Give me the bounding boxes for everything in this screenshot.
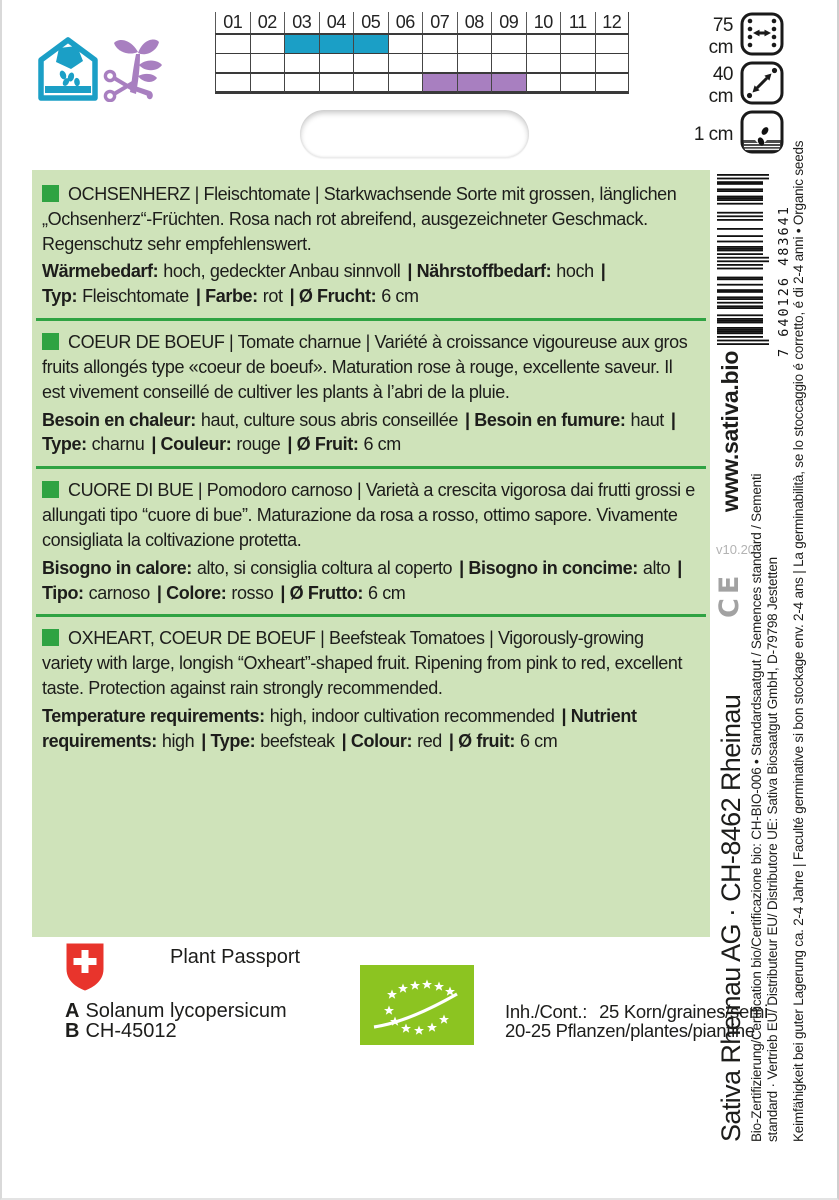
calendar-cell-harvest-08 xyxy=(457,72,492,94)
calendar-cell-sowing-outdoor-10 xyxy=(526,53,561,72)
calendar-cell-sowing-outdoor-06 xyxy=(388,53,423,72)
attr-value: beefsteak xyxy=(260,730,335,751)
variety-description-fr xyxy=(42,330,698,404)
calendar-cell-harvest-01 xyxy=(215,72,250,94)
plant-passport-lines xyxy=(65,1001,287,1041)
attr-value: carnoso xyxy=(88,582,150,603)
calendar-month-label: 07 xyxy=(422,12,457,33)
variety-description-de xyxy=(42,182,698,256)
content-seeds: 25 Korn/graines/semi xyxy=(599,1001,768,1022)
certification-line-1: Bio-Zertifizierung/Certification bio/Certificazione bio: CH-BIO-006 • Standardsaatgut / Semences standard / Sementi xyxy=(749,473,764,1142)
calendar-cell-harvest-03 xyxy=(284,72,319,94)
eu-organic-logo xyxy=(360,965,474,1050)
attr-label: | Tipo: xyxy=(42,557,682,603)
calendar-cell-sowing-protected-09 xyxy=(491,33,526,53)
calendar-cell-sowing-outdoor-03 xyxy=(284,53,319,72)
variety-attributes-de xyxy=(42,259,698,309)
attr-value: 6 cm xyxy=(381,286,419,307)
variety-block-fr xyxy=(42,330,698,457)
attr-value: rosso xyxy=(231,582,274,603)
harvest-scissors-icon xyxy=(102,34,166,107)
variety-attributes-fr xyxy=(42,408,698,458)
attr-label: | Type: xyxy=(42,409,676,455)
calendar-cell-sowing-outdoor-04 xyxy=(319,53,354,72)
row-distance-label: 75 cm xyxy=(708,14,733,58)
calendar-cell-harvest-06 xyxy=(388,72,423,94)
passport-b-letter: B xyxy=(65,1020,80,1042)
company-address: Sativa Rheinau AG · CH-8462 Rheinau xyxy=(716,694,746,1142)
calendar-cell-sowing-outdoor-12 xyxy=(595,53,630,72)
description-text-it: CUORE DI BUE | Pomodoro carnoso | Varietà a crescita vigorosa dai frutti grossi e allungati tipo “cuore di bue”. Maturazione da rosa a rosso, ottimo sapore. Vivamente consigliata la coltivazione protetta. xyxy=(42,480,695,550)
variety-description-it xyxy=(42,478,698,552)
calendar-cell-harvest-07 xyxy=(422,72,457,94)
green-square-bullet xyxy=(42,185,59,202)
calendar-cell-sowing-protected-12 xyxy=(595,33,630,53)
variety-attributes-it xyxy=(42,556,698,606)
calendar-cell-harvest-02 xyxy=(250,72,285,94)
calendar-month-label: 09 xyxy=(491,12,526,33)
calendar-month-label: 12 xyxy=(595,12,630,33)
passport-line-b xyxy=(65,1021,287,1041)
plant-passport-title: Plant Passport xyxy=(170,946,301,968)
content-label: Inh./Cont.: xyxy=(505,1001,588,1022)
attr-value: hoch, gedeckter Anbau sinnvoll xyxy=(163,261,401,282)
variety-attributes-en xyxy=(42,704,698,754)
variety-block-it xyxy=(42,478,698,605)
calendar-cell-harvest-05 xyxy=(353,72,388,94)
attr-label: | Colour: xyxy=(341,730,413,751)
attr-value: Fleischtomate xyxy=(82,286,189,307)
attr-label: | Couleur: xyxy=(151,434,232,455)
barcode-number: 7 640126 483641 xyxy=(776,205,792,357)
attr-label: Besoin en chaleur: xyxy=(42,409,196,430)
calendar-cell-harvest-10 xyxy=(526,72,561,94)
attr-label: Wärmebedarf: xyxy=(42,261,159,282)
green-square-bullet xyxy=(42,629,59,646)
variety-block-en xyxy=(42,626,698,753)
calendar-cell-harvest-12 xyxy=(595,72,630,94)
attr-label: | Ø Fruit: xyxy=(287,434,359,455)
passport-b-value: CH-45012 xyxy=(85,1020,177,1042)
calendar-month-label: 05 xyxy=(353,12,388,33)
calendar-cell-sowing-protected-07 xyxy=(422,33,457,53)
calendar-cell-sowing-protected-01 xyxy=(215,33,250,53)
attr-label: | Bisogno in concime: xyxy=(459,557,638,578)
attr-label: | Nährstoffbedarf: xyxy=(407,261,552,282)
version-label: v10.20 xyxy=(716,542,756,557)
calendar-cell-harvest-09 xyxy=(491,72,526,94)
attr-label: Temperature requirements: xyxy=(42,705,265,726)
calendar-cell-sowing-protected-02 xyxy=(250,33,285,53)
attr-value: 6 cm xyxy=(368,582,406,603)
plant-distance-label: 40 cm xyxy=(708,63,733,107)
description-text-fr: COEUR DE BOEUF | Tomate charnue | Variété à croissance vigoureuse aux gros fruits allongés type «coeur de boeuf». Maturation rose à rouge, excellente saveur. Il est vivement conseillé de cultiver les plants à l’abri de la pluie. xyxy=(42,332,688,402)
calendar-cell-sowing-outdoor-01 xyxy=(215,53,250,72)
attr-value: haut, culture sous abris conseillée xyxy=(200,409,458,430)
attr-label: | Ø Frucht: xyxy=(289,286,377,307)
ce-mark: CE xyxy=(714,571,745,618)
calendar-cell-sowing-protected-08 xyxy=(457,33,492,53)
ean-barcode xyxy=(717,172,792,357)
attr-label: | Ø Frutto: xyxy=(280,582,363,603)
swiss-coat-of-arms xyxy=(65,942,105,997)
sowing-calendar xyxy=(215,12,629,94)
calendar-month-label: 06 xyxy=(388,12,423,33)
attr-value: high xyxy=(161,730,195,751)
calendar-cell-sowing-outdoor-09 xyxy=(491,53,526,72)
greenhouse-sowing-icon xyxy=(38,37,98,106)
description-text-de: OCHSENHERZ | Fleischtomate | Starkwachsende Sorte mit grossen, länglichen „Ochsenherz“-Früchten. Rosa nach rot abreifend, ausgezeichneter Geschmack. Regenschutz sehr empfehlenswert. xyxy=(42,184,677,254)
attr-value: 6 cm xyxy=(519,730,558,751)
variety-description-panel xyxy=(32,170,710,937)
passport-line-a xyxy=(65,1001,287,1021)
attr-value: rouge xyxy=(236,434,281,455)
attr-label: | Colore: xyxy=(156,582,227,603)
attr-value: charnu xyxy=(91,434,145,455)
attr-value: haut xyxy=(630,409,664,430)
description-text-en: OXHEART, COEUR DE BOEUF | Beefsteak Tomatoes | Vigorously-growing variety with large, longish “Oxheart”-shaped fruit. Ripening from pink to red, excellent taste. Protection against rain strongly recommended. xyxy=(42,628,683,699)
attr-label: | Ø fruit: xyxy=(448,730,515,751)
side-strip xyxy=(716,0,839,1200)
hang-hole xyxy=(300,110,529,158)
attr-label: Bisogno in calore: xyxy=(42,557,192,578)
calendar-cell-harvest-04 xyxy=(319,72,354,94)
attr-value: 6 cm xyxy=(363,434,401,455)
attr-label: | Typ: xyxy=(42,261,606,307)
calendar-cell-harvest-11 xyxy=(560,72,595,94)
attr-value: alto, si consiglia coltura al coperto xyxy=(196,557,453,578)
attr-label: | Type: xyxy=(201,730,256,751)
certification-line-2: standard · Vertrieb EU/ Distributeur EU/ Distributore UE: Sativa Biosaatgut GmbH, D-79798 Jestetten xyxy=(765,557,780,1142)
separator-line xyxy=(36,614,706,617)
separator-line xyxy=(36,466,706,469)
calendar-month-label: 08 xyxy=(457,12,492,33)
calendar-cell-sowing-outdoor-11 xyxy=(560,53,595,72)
separator-line xyxy=(36,318,706,321)
calendar-month-label: 11 xyxy=(560,12,595,33)
barcode-bars xyxy=(717,172,775,357)
calendar-month-label: 01 xyxy=(215,12,250,33)
attr-value: red xyxy=(417,730,442,751)
attr-label: | Besoin en fumure: xyxy=(465,409,626,430)
variety-description-en xyxy=(42,626,698,700)
calendar-month-label: 04 xyxy=(319,12,354,33)
attr-label: | Nutrient requirements: xyxy=(42,705,637,751)
content-plants: 20-25 Pflanzen/plantes/piantine xyxy=(505,1019,755,1041)
variety-block-de xyxy=(42,182,698,309)
green-square-bullet xyxy=(42,333,59,350)
sowing-depth-label: 1 cm xyxy=(693,123,733,145)
calendar-cell-sowing-outdoor-02 xyxy=(250,53,285,72)
calendar-cell-sowing-outdoor-05 xyxy=(353,53,388,72)
attr-value: high, indoor cultivation recommended xyxy=(269,705,555,726)
calendar-month-label: 02 xyxy=(250,12,285,33)
calendar-cell-sowing-outdoor-08 xyxy=(457,53,492,72)
attr-value: rot xyxy=(262,286,283,307)
calendar-cell-sowing-protected-06 xyxy=(388,33,423,53)
calendar-cell-sowing-protected-11 xyxy=(560,33,595,53)
calendar-cell-sowing-protected-04 xyxy=(319,33,354,53)
passport-a-value: Solanum lycopersicum xyxy=(85,1000,287,1022)
calendar-cell-sowing-outdoor-07 xyxy=(422,53,457,72)
attr-label: | Farbe: xyxy=(195,286,258,307)
calendar-cell-sowing-protected-03 xyxy=(284,33,319,53)
attr-value: alto xyxy=(642,557,671,578)
germination-info: Keimfähigkeit bei guter Lagerung ca. 2-4 Jahre | Faculté germinative si bon stockage env. 2-4 ans | La germinabilità, se lo stoccaggio é corretto, é di 2-4 anni • Organic seeds xyxy=(791,140,806,1142)
website-url: www.sativa.bio xyxy=(717,350,743,512)
calendar-cell-sowing-protected-05 xyxy=(353,33,388,53)
attr-value: hoch xyxy=(556,261,594,282)
passport-a-letter: A xyxy=(65,1000,80,1022)
calendar-month-label: 10 xyxy=(526,12,561,33)
calendar-cell-sowing-protected-10 xyxy=(526,33,561,53)
calendar-month-label: 03 xyxy=(284,12,319,33)
green-square-bullet xyxy=(42,481,59,498)
